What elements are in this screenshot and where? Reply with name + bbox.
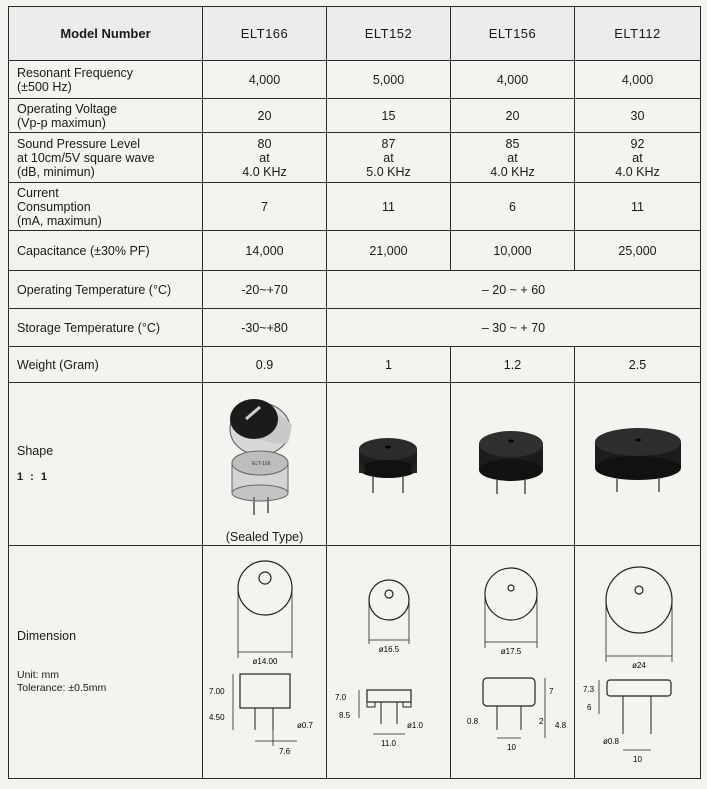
elt166-pin-diameter: ø0.7 [296, 721, 313, 730]
voltage-label: Operating Voltage (Vp-p maximun) [9, 99, 203, 133]
shape-ratio: 1 : 1 [17, 471, 50, 483]
value-cell: 2.5 [575, 347, 701, 383]
dimension-elt166 [203, 546, 327, 779]
spl-label: Sound Pressure Level at 10cm/5V square wave (dB, minimun) [9, 133, 203, 183]
value-cell: 1 [327, 347, 451, 383]
shape-label: Shape [17, 444, 54, 458]
resonant-label: Resonant Frequency (±500 Hz) [9, 61, 203, 99]
value-cell: 85 at 4.0 KHz [451, 133, 575, 183]
dimension-note [17, 669, 194, 695]
value-cell: 15 [327, 99, 451, 133]
spec-table [8, 6, 701, 779]
op-temp-label: Operating Temperature (°C) [9, 271, 203, 309]
row-storage-temperature [9, 309, 701, 347]
elt112-pin-diameter: ø0.8 [602, 737, 619, 746]
tolerance-text: Tolerance: ±0.5mm [17, 682, 107, 694]
elt166-pitch: 7.6 [278, 747, 290, 756]
storage-temp-label: Storage Temperature (°C) [9, 309, 203, 347]
elt156-pitch: 10 [506, 743, 516, 752]
header-row [9, 7, 701, 61]
dimension-elt156 [451, 546, 575, 779]
elt156-drawing [453, 548, 573, 773]
value-cell: 4,000 [575, 61, 701, 99]
value-cell: 4,000 [203, 61, 327, 99]
elt156-diameter: ø17.5 [500, 647, 521, 656]
dimension-label-cell [9, 546, 203, 779]
row-dimension [9, 546, 701, 779]
elt152-diameter: ø16.5 [378, 645, 399, 654]
shape-elt112 [575, 383, 701, 546]
value-cell: 6 [451, 183, 575, 231]
svg-text:ELT-166: ELT-166 [251, 460, 271, 467]
value-cell: 5,000 [327, 61, 451, 99]
sealed-type-note: (Sealed Type) [225, 529, 304, 544]
shape-elt156 [451, 383, 575, 546]
value-cell: -20~+70 [203, 271, 327, 309]
unit-text: Unit: mm [17, 669, 59, 681]
elt152-drawing [329, 548, 449, 773]
value-cell: 7 [203, 183, 327, 231]
elt166-height: 7.00 [208, 687, 225, 696]
value-cell: 10,000 [451, 231, 575, 271]
elt166-drawing [205, 548, 325, 773]
value-cell: 20 [203, 99, 327, 133]
row-sound-pressure [9, 133, 701, 183]
elt156-height: 7 [548, 687, 553, 696]
elt156-pin-length: 4.8 [554, 721, 566, 730]
model-elt152: ELT152 [327, 7, 451, 61]
elt156-pin-diameter: 0.8 [466, 717, 478, 726]
shape-elt166 [203, 383, 327, 546]
value-cell: 30 [575, 99, 701, 133]
value-cell: 25,000 [575, 231, 701, 271]
value-cell: 21,000 [327, 231, 451, 271]
value-cell: 80 at 4.0 KHz [203, 133, 327, 183]
model-number-header: Model Number [9, 7, 203, 61]
elt152-height: 7.0 [334, 693, 346, 702]
elt112-drawing [577, 548, 699, 773]
row-operating-voltage [9, 99, 701, 133]
elt112-diameter: ø24 [631, 661, 646, 670]
value-cell: 0.9 [203, 347, 327, 383]
row-resonant-frequency [9, 61, 701, 99]
value-cell: 92 at 4.0 KHz [575, 133, 701, 183]
value-cell: 20 [451, 99, 575, 133]
dimension-label: Dimension [17, 629, 77, 643]
value-cell: 1.2 [451, 347, 575, 383]
elt112-photo [583, 420, 693, 505]
model-elt166: ELT166 [203, 7, 327, 61]
value-cell: 11 [575, 183, 701, 231]
row-current-consumption [9, 183, 701, 231]
elt112-pitch: 10 [632, 755, 642, 764]
capacitance-label: Capacitance (±30% PF) [9, 231, 203, 271]
elt152-pin-length: 8.5 [338, 711, 350, 720]
row-operating-temperature [9, 271, 701, 309]
row-shape [9, 383, 701, 546]
dimension-elt152 [327, 546, 451, 779]
value-cell: – 20 ~ + 60 [327, 271, 701, 309]
elt152-pitch: 11.0 [380, 739, 396, 748]
elt112-height: 7.3 [582, 685, 594, 694]
row-capacitance [9, 231, 701, 271]
current-label: Current Consumption (mA, maximun) [9, 183, 203, 231]
value-cell: 11 [327, 183, 451, 231]
elt112-pin-length: 6 [586, 703, 591, 712]
elt166-diameter: ø14.00 [252, 657, 277, 666]
shape-label-cell [9, 383, 203, 546]
value-cell: 14,000 [203, 231, 327, 271]
value-cell: 87 at 5.0 KHz [327, 133, 451, 183]
row-weight [9, 347, 701, 383]
elt156-pin-mid: 2 [538, 717, 543, 726]
elt166-photo [210, 385, 320, 525]
elt152-pin-diameter: ø1.0 [406, 721, 423, 730]
spec-sheet [8, 6, 700, 784]
model-elt112: ELT112 [575, 7, 701, 61]
elt152-photo [339, 423, 439, 503]
shape-elt152 [327, 383, 451, 546]
value-cell: 4,000 [451, 61, 575, 99]
weight-label: Weight (Gram) [9, 347, 203, 383]
model-elt156: ELT156 [451, 7, 575, 61]
value-cell: – 30 ~ + 70 [327, 309, 701, 347]
elt166-pin-length: 4.50 [208, 713, 225, 722]
elt156-photo [463, 420, 563, 505]
value-cell: -30~+80 [203, 309, 327, 347]
dimension-elt112 [575, 546, 701, 779]
